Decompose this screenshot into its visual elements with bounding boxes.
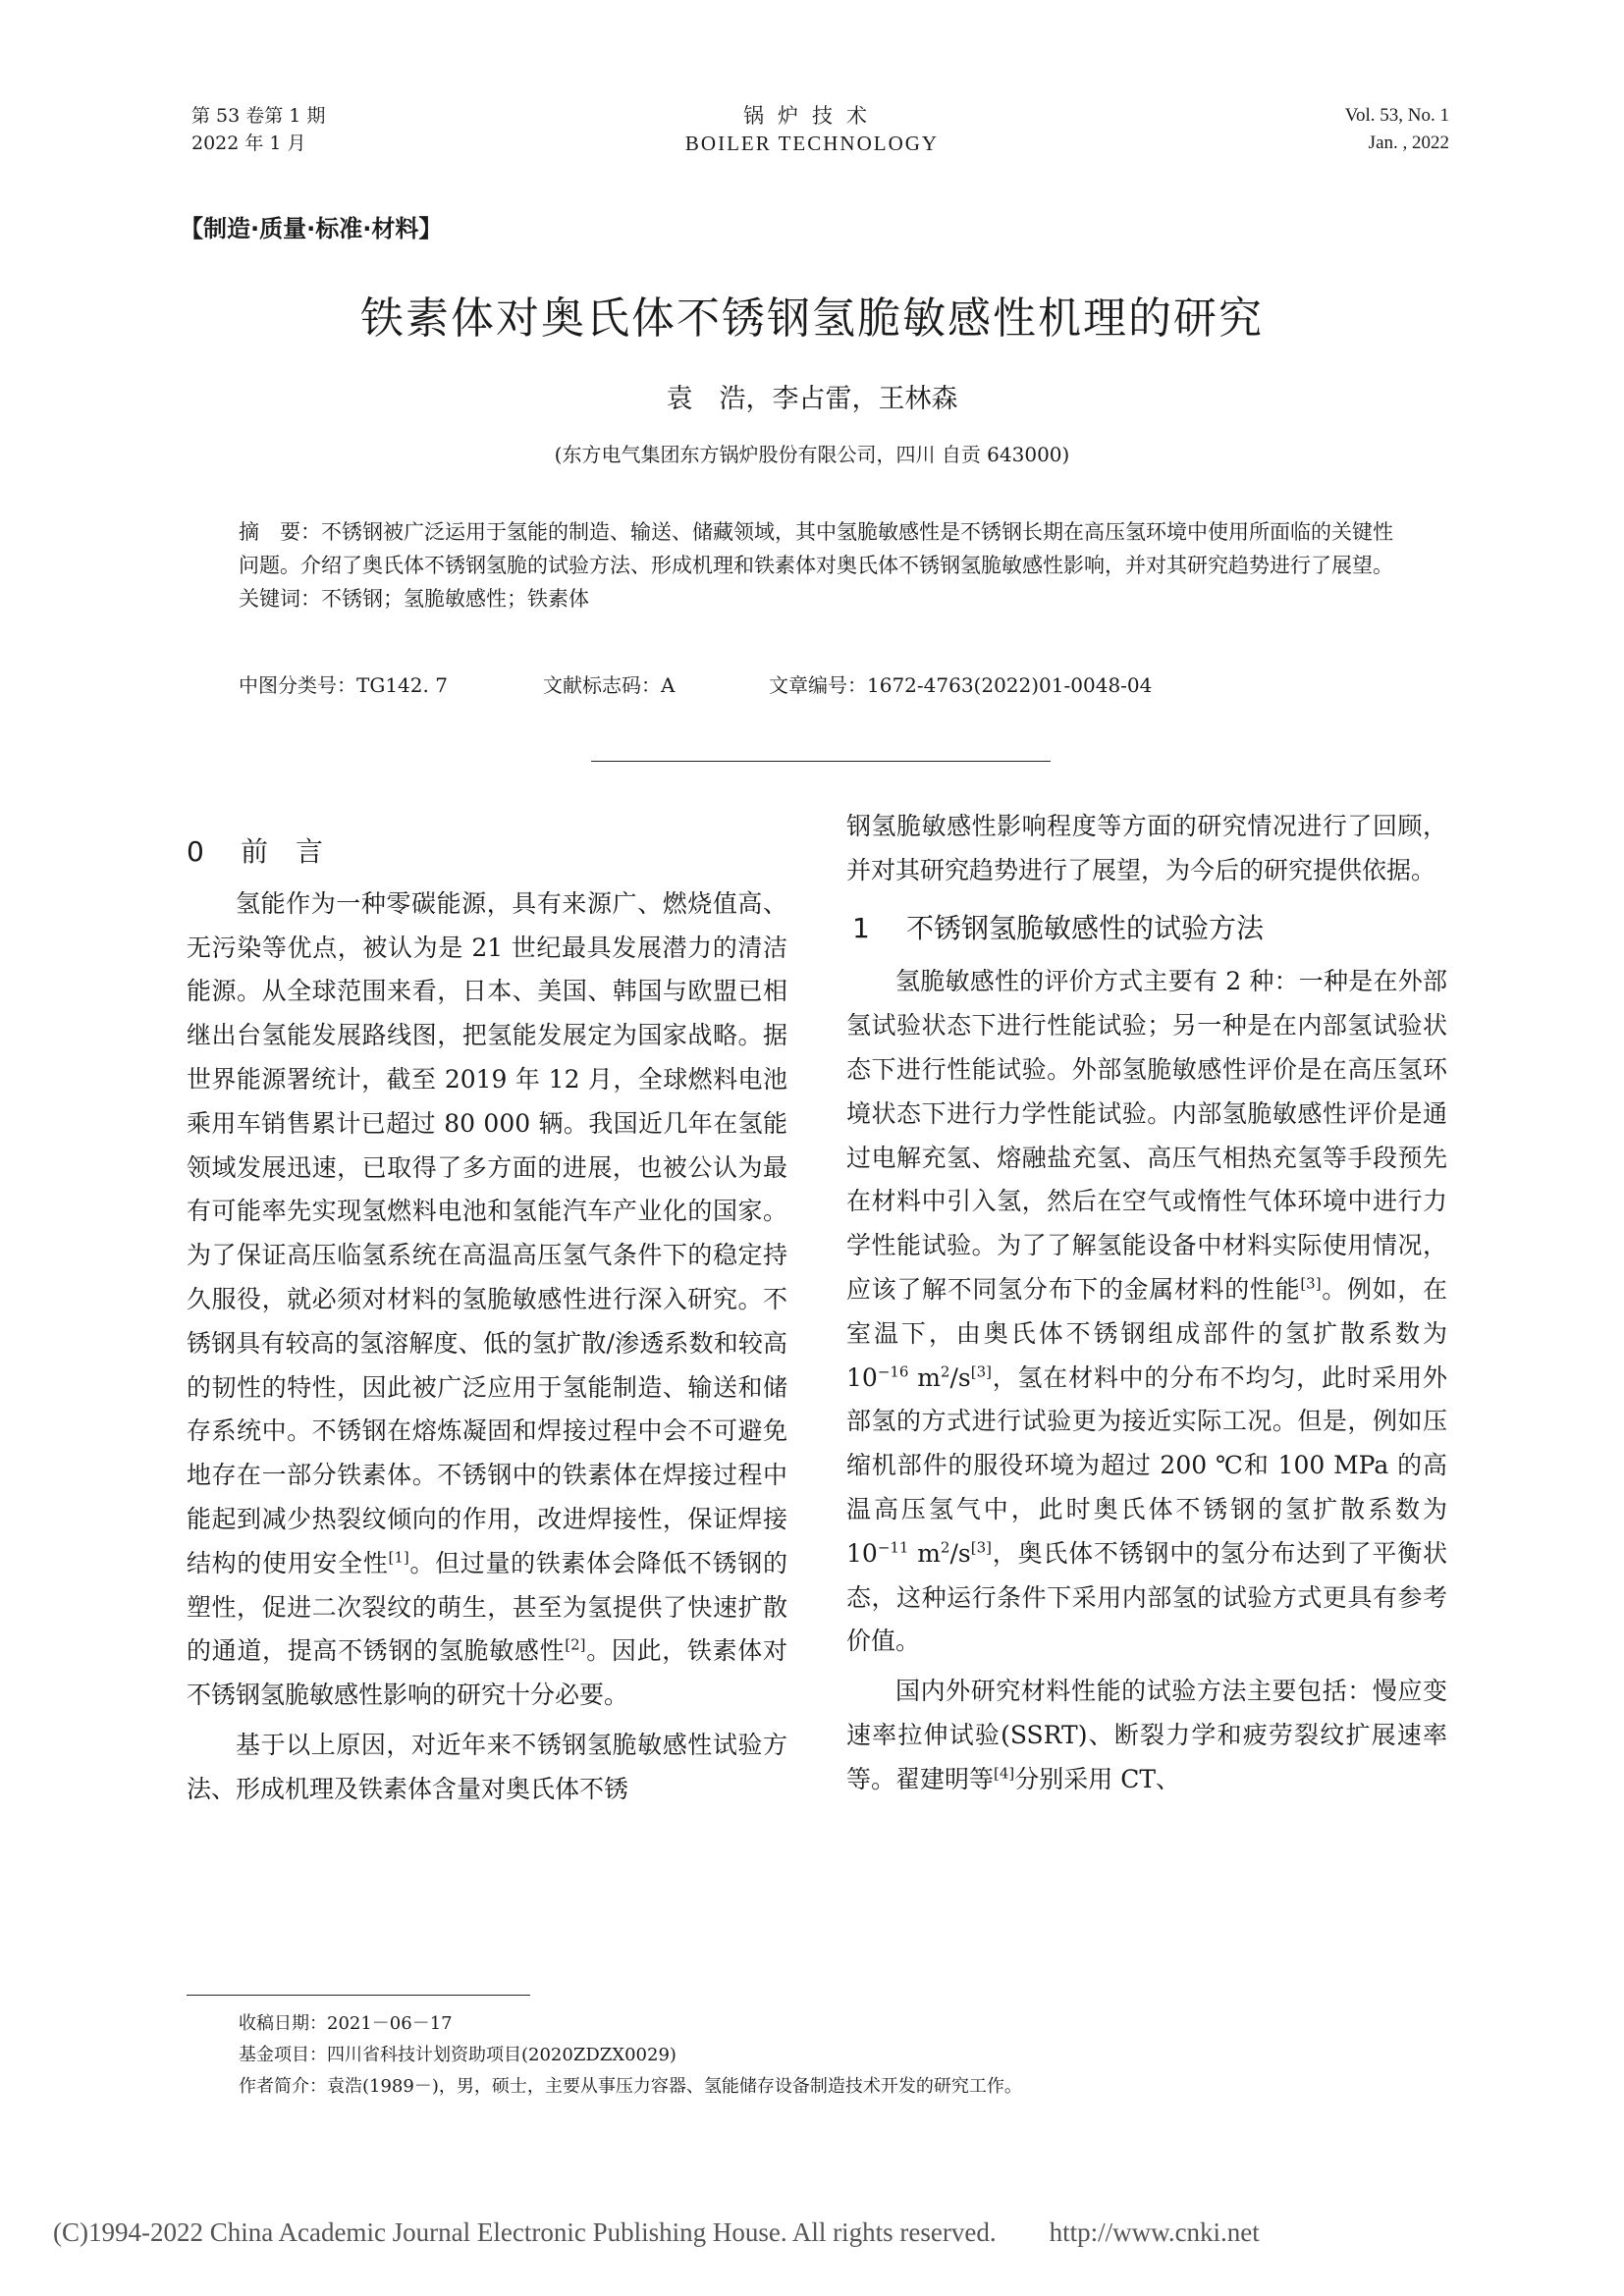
fund-project: 基金项目：四川省科技计划资助项目(2020ZDZX0029) [239, 2045, 677, 2065]
article-title: 铁素体对奥氏体不锈钢氢脆敏感性机理的研究 [360, 294, 1264, 344]
ref-3a: [3] [1300, 1274, 1322, 1293]
section-1-heading [852, 907, 1447, 951]
p3-text-f: m [908, 1538, 941, 1568]
paragraph-3 [846, 960, 1447, 1664]
authors: 袁 浩，李占雷，王林森 [666, 384, 958, 414]
p4-text-a: 国内外研究材料性能的试验方法主要包括：慢应变速率拉伸试验(SSRT)、断裂力学和疲劳裂纹扩展速率等。翟建明等 [846, 1677, 1447, 1793]
header-journal [648, 102, 976, 157]
paragraph-1 [187, 882, 787, 1718]
ref-2: [2] [565, 1636, 586, 1655]
p4-text-b: 分别采用 CT、 [1014, 1764, 1181, 1793]
clc-number: 中图分类号：TG142. 7 [239, 673, 448, 697]
section-0-title: 前 言 [241, 835, 324, 868]
abstract-label: 摘 要： [239, 520, 321, 544]
abstract-divider [591, 761, 1051, 762]
header-issue-en [1345, 102, 1449, 157]
p3-text-g: /s [949, 1538, 971, 1568]
footnotes [239, 2008, 1022, 2103]
header-date: 2022 年 1 月 [191, 133, 306, 154]
ref-4: [4] [994, 1764, 1015, 1783]
ref-3b: [3] [970, 1362, 992, 1381]
left-column [187, 830, 787, 1812]
header-volume-en: Vol. 53, No. 1 [1344, 105, 1449, 126]
author-bio: 作者简介：袁浩(1989－)，男，硕士，主要从事压力容器、氢能储存设备制造技术开发的研究工作。 [239, 2076, 1022, 2097]
article-number: 文章编号：1672-4763(2022)01-0048-04 [769, 673, 1153, 697]
journal-name-en: BOILER TECHNOLOGY [684, 132, 940, 155]
header-date-en: Jan. , 2022 [1368, 133, 1449, 153]
section-tag: 【制造·质量·标准·材料】 [180, 215, 443, 242]
header-issue [191, 102, 325, 157]
keywords-text: 不锈钢；氢脆敏感性；铁素体 [321, 587, 589, 611]
p1-text-b: 。但过量的铁素体会降低不锈钢的塑性，促进二次裂纹的萌生，甚至为氢提供了快速扩散的通道，提高不锈钢的氢脆敏感性 [187, 1548, 787, 1666]
ref-3c: [3] [970, 1538, 992, 1557]
keywords-label: 关键词： [239, 587, 321, 611]
paragraph-2: 基于以上原因，对近年来不锈钢氢脆敏感性试验方法、形成机理及铁素体含量对奥氏体不锈 [187, 1730, 787, 1803]
ref-1: [1] [388, 1548, 409, 1567]
classification-row [239, 669, 1152, 698]
p3-text-h: ，奥氏体不锈钢中的氢分布达到了平衡状态，这种运行条件下采用内部氢的试验方式更具有参考价值。 [846, 1538, 1447, 1656]
p3-text-b: 。例如，在室温下，由奥氏体不锈钢组成部件的氢扩散系数为 10 [846, 1274, 1447, 1392]
p1-text-a: 氢能作为一种零碳能源，具有来源广、燃烧值高、无污染等优点，被认为是 21 世纪最具发展潜力的清洁能源。从全球范围来看，日本、美国、韩国与欧盟已相继出台氢能发展路线图，把氢能发展定为国家战略。据世界能源署统计，截至 2019 年 12 月，全球燃料电池乘用车销售累计已超过 80 000 辆。我国近几年在氢能领域发展迅速，已取得了多方面的进展，也被公认为最有可能率先实现氢燃料电池和氢能汽车产业化的国家。为了保证高压临氢系统在高温高压氢气条件下的稳定持久服役，就必须对材料的氢脆敏感性进行深入研究。不锈钢具有较高的氢溶解度、低的氢扩散/渗透系数和较高的韧性的特性，因此被广泛应用于氢能制造、输送和储存系统中。不锈钢在熔炼凝固和焊接过程中会不可避免地存在一部分铁素体。不锈钢中的铁素体在焊接过程中能起到减少热裂纹倾向的作用，改进焊接性，保证焊接结构的使用安全性 [187, 888, 787, 1577]
square-1: 2 [940, 1362, 950, 1381]
p1-text-c: 。因此，铁素体对不锈钢氢脆敏感性影响的研究十分必要。 [187, 1636, 787, 1710]
document-code: 文献标志码：A [543, 673, 676, 697]
right-column [846, 805, 1447, 1802]
copyright-line: (C)1994-2022 China Academic Journal Electronic Publishing House. All rights reserved. http://www.cnki.net [53, 2217, 1260, 2247]
received-date: 收稿日期：2021－06－17 [239, 2013, 453, 2034]
footnote-divider [187, 1995, 530, 1996]
journal-name-cn: 锅炉技术 [743, 104, 881, 128]
p3-text-c: m [908, 1362, 941, 1392]
header-volume: 第 53 卷第 1 期 [191, 105, 326, 127]
p3-text-d: /s [949, 1362, 971, 1392]
p3-text-e: ，氢在材料中的分布不均匀，此时采用外部氢的方式进行试验更为接近实际工况。但是，例如压缩机部件的服役环境为超过 200 ℃和 100 MPa 的高温高压氢气中，此时奥氏体不锈钢的氢扩散系数为 10 [846, 1362, 1447, 1568]
section-1-title: 不锈钢氢脆敏感性的试验方法 [906, 911, 1265, 944]
keywords [239, 582, 1412, 615]
section-1-number: 1 [852, 911, 870, 944]
paragraph-continued: 钢氢脆敏感性影响程度等方面的研究情况进行了回顾，并对其研究趋势进行了展望，为今后的研究提供依据。 [846, 812, 1447, 884]
exponent-2: −11 [877, 1538, 909, 1557]
square-2: 2 [940, 1538, 950, 1557]
affiliation: (东方电气集团东方锅炉股份有限公司，四川 自贡 643000) [554, 443, 1070, 466]
exponent-1: −16 [877, 1362, 909, 1381]
abstract-body [239, 515, 1412, 582]
paragraph-4 [846, 1670, 1447, 1801]
abstract-text: 不锈钢被广泛运用于氢能的制造、输送、储藏领域，其中氢脆敏感性是不锈钢长期在高压氢环境中使用所面临的关键性问题。介绍了奥氏体不锈钢氢脆的试验方法、形成机理和铁素体对奥氏体不锈钢氢脆敏感性影响，并对其研究趋势进行了展望。 [239, 520, 1393, 577]
p3-text-a: 氢脆敏感性的评价方式主要有 2 种：一种是在外部氢试验状态下进行性能试验；另一种是在内部氢试验状态下进行性能试验。外部氢脆敏感性评价是在高压氢环境状态下进行力学性能试验。内部氢脆敏感性评价是通过电解充氢、熔融盐充氢、高压气相热充氢等手段预先在材料中引入氢，然后在空气或惰性气体环境中进行力学性能试验。为了了解氢能设备中材料实际使用情况，应该了解不同氢分布下的金属材料的性能 [846, 967, 1447, 1304]
section-0-heading [187, 830, 787, 875]
section-0-number: 0 [187, 835, 204, 868]
abstract [239, 515, 1412, 615]
